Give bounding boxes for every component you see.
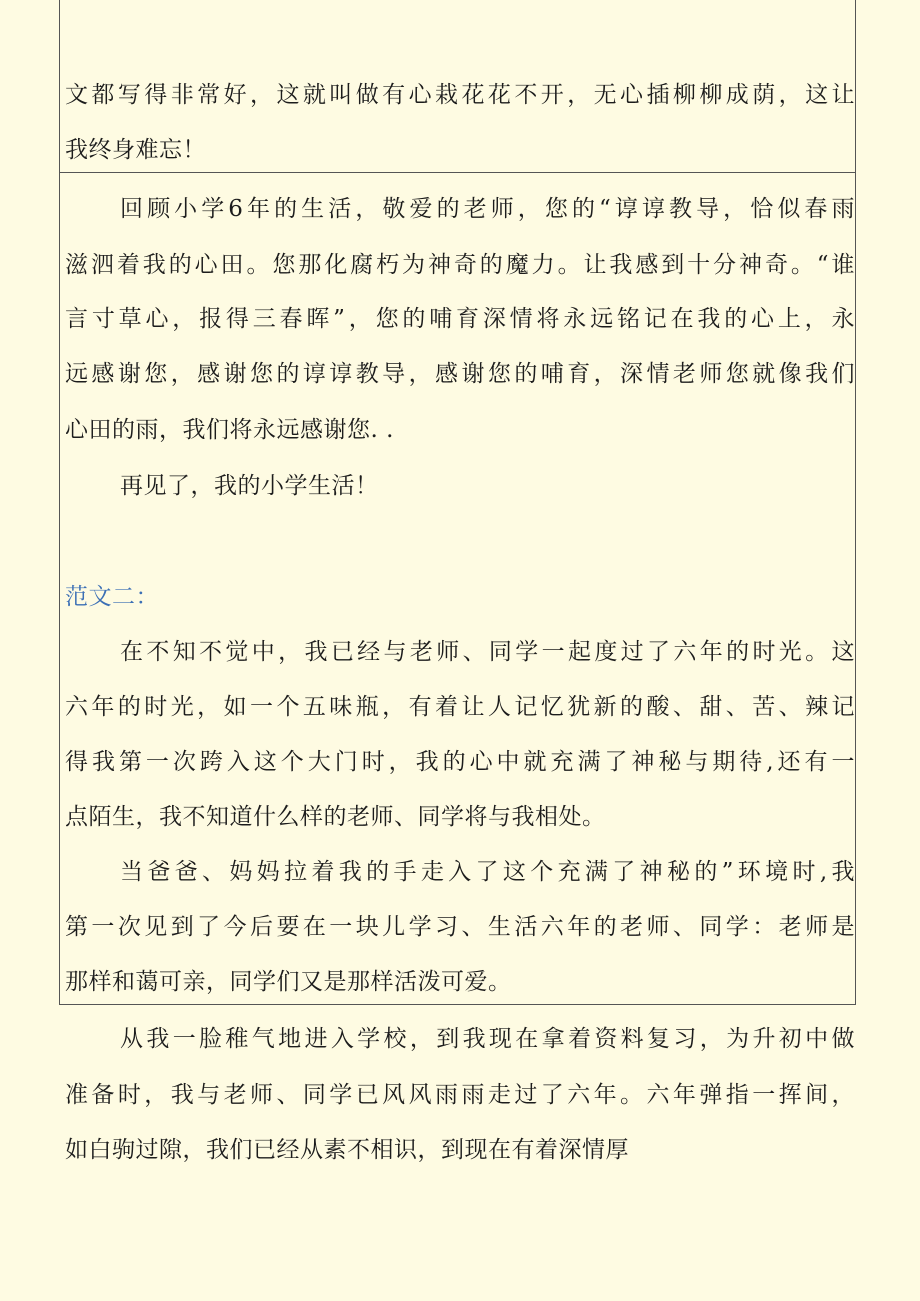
text-line: 点陌生，我不知道什么样的老师、同学将与我相处。 [65,804,606,830]
text-line: 远感谢您，感谢您的谆谆教导，感谢您的哺育，深情老师您就像我们 [65,361,855,387]
text-line: 第一次见到了今后要在一块儿学习、生活六年的老师、同学：老师是 [65,914,855,940]
text-line: 六年的时光，如一个五味瓶，有着让人记忆犹新的酸、甜、苦、辣记 [65,694,855,720]
text-line: 如白驹过隙，我们已经从素不相识，到现在有着深情厚 [65,1137,629,1163]
text-line: 回顾小学6年的生活，敬爱的老师，您的“谆谆教导，恰似春雨 [120,196,855,222]
text-line: 文都写得非常好，这就叫做有心栽花花不开，无心插柳柳成荫，这让 [65,82,855,108]
text-line: 那样和蔼可亲，同学们又是那样活泼可爱。 [65,969,512,995]
text-line: 当爸爸、妈妈拉着我的手走入了这个充满了神秘的”环境时,我 [120,859,855,885]
text-line: 言寸草心，报得三春晖”，您的哺育深情将永远铭记在我的心上，永 [65,306,855,332]
text-line: 我终身难忘！ [65,137,206,163]
farewell-line: 再见了，我的小学生活！ [120,473,379,499]
text-line: 从我一脸稚气地进入学校，到我现在拿着资料复习，为升初中做 [120,1026,855,1052]
text-line: 心田的雨，我们将永远感谢您. . [65,417,394,443]
section-heading: 范文二： [65,584,159,610]
text-line: 滋泗着我的心田。您那化腐朽为神奇的魔力。让我感到十分神奇。“谁 [65,252,855,278]
text-line: 在不知不觉中，我已经与老师、同学一起度过了六年的时光。这 [120,639,855,665]
text-line: 得我第一次跨入这个大门时，我的心中就充满了神秘与期待,还有一 [65,749,855,775]
text-line: 准备时，我与老师、同学已风风雨雨走过了六年。六年弹指一挥间， [65,1082,855,1108]
